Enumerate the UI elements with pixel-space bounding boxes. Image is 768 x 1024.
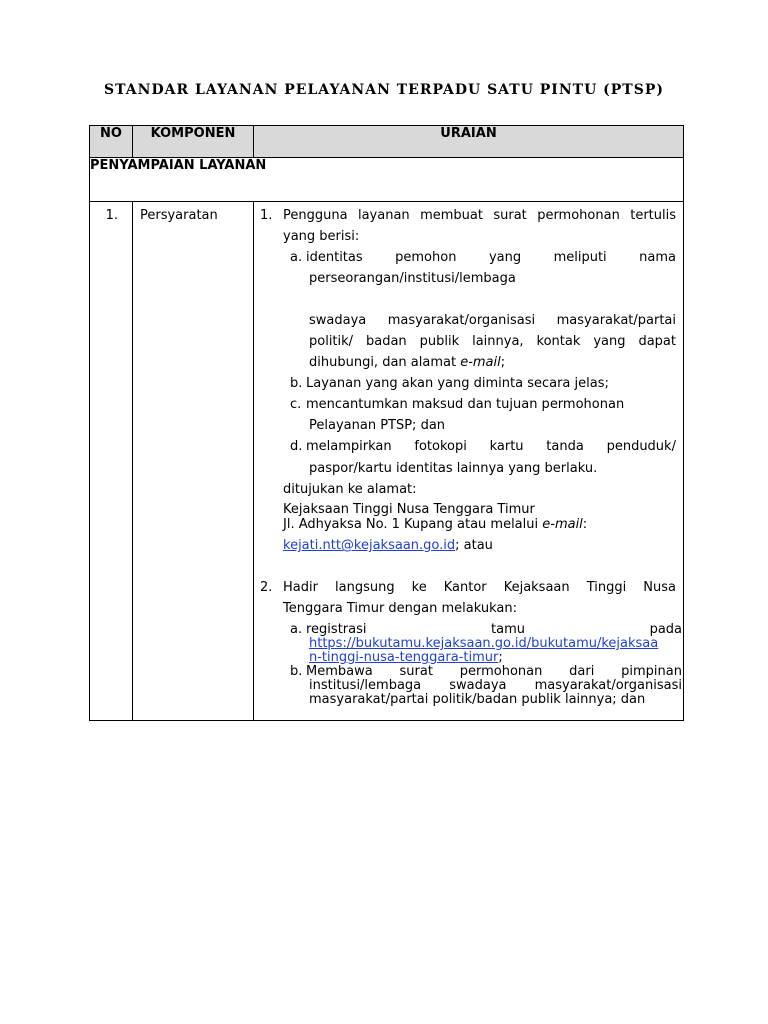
- word: pada: [649, 622, 682, 637]
- word: permohonan: [537, 208, 620, 223]
- guestbook-link-line-2: n-tinggi-nusa-tenggara-timur;: [309, 650, 503, 665]
- word: Hadir: [283, 580, 318, 595]
- word: ke: [411, 580, 427, 595]
- word: politik/: [309, 334, 354, 349]
- table-row: [90, 202, 684, 721]
- word: lainnya,: [472, 334, 524, 349]
- addressed-to: ditujukan ke alamat:: [283, 482, 417, 497]
- email-link[interactable]: kejati.ntt@kejaksaan.go.id: [283, 538, 456, 553]
- word: membuat: [420, 208, 483, 223]
- word: swadaya: [449, 678, 507, 693]
- item-2-line-2: Tenggara Timur dengan melakukan:: [283, 601, 517, 616]
- word: Kejaksaan: [503, 580, 570, 595]
- item-2b-line-1: [306, 664, 682, 679]
- word: publik: [419, 334, 460, 349]
- word: identitas: [306, 250, 363, 265]
- item-1d-label: d.: [290, 439, 303, 454]
- item-1c-line-1: mencantumkan maksud dan tujuan permohonan: [306, 397, 625, 412]
- row-number: 1.: [90, 202, 133, 721]
- word: tertulis: [630, 208, 676, 223]
- section-row: [90, 158, 684, 202]
- word: Pengguna: [283, 208, 348, 223]
- word: Kantor: [443, 580, 487, 595]
- item-1d-line-2: paspor/kartu identitas lainnya yang berlaku.: [309, 461, 598, 476]
- word: dari: [569, 664, 595, 679]
- header-komponen: KOMPONEN: [133, 126, 254, 158]
- item-1b-label: b.: [290, 376, 303, 391]
- item-2-number: 2.: [260, 580, 273, 595]
- word: penduduk/: [606, 439, 676, 454]
- item-2-line-1: [283, 580, 676, 595]
- item-1a-line-3: [309, 313, 676, 328]
- word: Nusa: [643, 580, 676, 595]
- word: institusi/lembaga: [309, 678, 422, 693]
- word: yang: [488, 250, 522, 265]
- item-1d-line-1: [306, 439, 676, 454]
- header-no: NO: [90, 126, 133, 158]
- word: registrasi: [306, 622, 367, 637]
- word: Tinggi: [586, 580, 627, 595]
- word: surat: [493, 208, 527, 223]
- word: fotokopi: [414, 439, 467, 454]
- item-1a-line-4: [309, 334, 676, 349]
- word: dapat: [638, 334, 676, 349]
- guestbook-link-part-1[interactable]: https://bukutamu.kejaksaan.go.id/bukutamu/kejaksaa: [309, 636, 659, 651]
- item-2b-line-3: masyarakat/partai politik/badan publik lainnya; dan: [309, 692, 646, 707]
- item-1a-line-1: [306, 250, 676, 265]
- word: langsung: [335, 580, 395, 595]
- section-title: PENYAMPAIAN LAYANAN: [90, 158, 684, 202]
- word: masyarakat/partai: [556, 313, 676, 328]
- word: meliputi: [553, 250, 607, 265]
- item-1-number: 1.: [260, 208, 273, 223]
- office-street: Jl. Adhyaksa No. 1 Kupang atau melalui e-mail:: [283, 517, 588, 532]
- word: permohonan: [459, 664, 543, 679]
- word: tanda: [546, 439, 584, 454]
- word: pemohon: [395, 250, 457, 265]
- item-1a-line-5: dihubungi, dan alamat e-mail;: [309, 355, 506, 370]
- item-1b-line: Layanan yang akan yang diminta secara jelas;: [306, 376, 609, 391]
- item-2b-label: b.: [290, 664, 303, 679]
- row-description: [254, 202, 684, 721]
- table-header-row: [90, 126, 684, 158]
- item-1a-label: a.: [290, 250, 303, 265]
- word: masyarakat/organisasi: [534, 678, 682, 693]
- item-2a-label: a.: [290, 622, 303, 637]
- word: Membawa: [306, 664, 373, 679]
- word: badan: [366, 334, 407, 349]
- word: swadaya: [309, 313, 367, 328]
- word: kontak: [536, 334, 581, 349]
- word: masyarakat/organisasi: [387, 313, 536, 328]
- word: surat: [399, 664, 433, 679]
- item-1c-label: c.: [290, 397, 302, 412]
- guestbook-link-part-2[interactable]: n-tinggi-nusa-tenggara-timur: [309, 650, 499, 665]
- item-1a-line-2: perseorangan/institusi/lembaga: [309, 271, 516, 286]
- word: layanan: [357, 208, 410, 223]
- word: kartu: [489, 439, 524, 454]
- item-2b-line-2: [309, 678, 682, 693]
- service-standard-table: [89, 125, 684, 721]
- office-name: Kejaksaan Tinggi Nusa Tenggara Timur: [283, 502, 535, 517]
- item-2a-line-1: [306, 622, 682, 637]
- word: melampirkan: [306, 439, 392, 454]
- row-component: Persyaratan: [133, 202, 254, 721]
- word: tamu: [491, 622, 526, 637]
- item-1-line-1: [283, 208, 676, 223]
- header-uraian: URAIAN: [254, 126, 684, 158]
- item-1c-line-2: Pelayanan PTSP; dan: [309, 418, 446, 433]
- word: nama: [639, 250, 676, 265]
- email-line: kejati.ntt@kejaksaan.go.id; atau: [283, 538, 493, 553]
- word: yang: [593, 334, 626, 349]
- document-title: STANDAR LAYANAN PELAYANAN TERPADU SATU PINTU (PTSP): [104, 82, 664, 98]
- item-1-line-2: yang berisi:: [283, 229, 360, 244]
- word: pimpinan: [621, 664, 682, 679]
